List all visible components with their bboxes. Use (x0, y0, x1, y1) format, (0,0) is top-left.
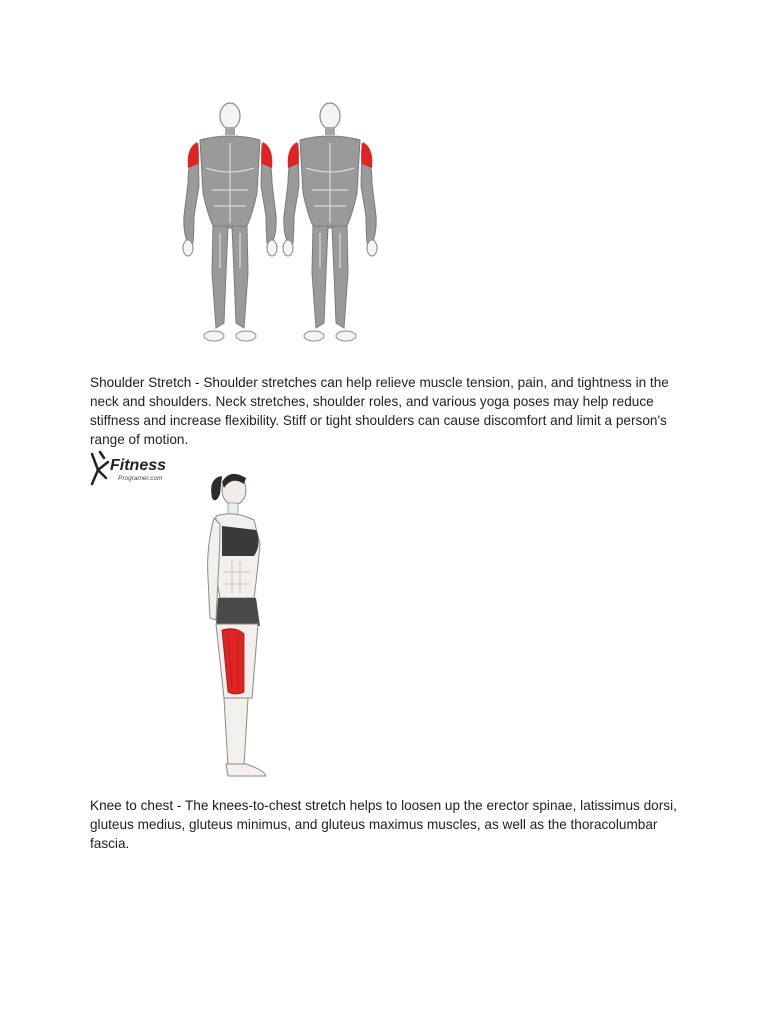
fitness-programer-logo (92, 452, 166, 484)
shoulder-stretch-body: help relieve muscle tension, pain, and tightness in the neck and shoulders. Neck stretches, shoulder roles, and various yoga poses may help reduce stiffness and increase flexibility. Stiff or tight shoulders can cause discomfort and limit a person's range of motion. (90, 375, 669, 447)
shoulder-stretch-lead: Shoulder Stretch - Shoulder stretches can (90, 375, 343, 390)
standing-woman-side-view (208, 474, 266, 776)
logo-sub: Programer.com (118, 475, 163, 482)
runner-logo-icon (92, 452, 108, 484)
muscle-diagram-svg (176, 96, 384, 350)
knee-to-chest-body: helps to loosen up the erector spinae, latissimus dorsi, gluteus medius, gluteus minimus, and gluteus maximus muscles, as well as the thoracolumbar fascia. (90, 798, 677, 851)
logo-brand: Fitness (110, 457, 167, 474)
front-body-view (183, 103, 277, 341)
back-body-view (283, 103, 377, 341)
knee-to-chest-paragraph (90, 796, 680, 853)
back-left-deltoid (288, 142, 299, 168)
front-left-deltoid (188, 142, 199, 168)
quadriceps-figure-svg (88, 448, 288, 784)
back-right-deltoid (361, 142, 372, 168)
shoulder-stretch-paragraph (90, 373, 680, 449)
muscle-diagram-shoulders (176, 96, 384, 350)
front-right-deltoid (261, 142, 272, 168)
knee-to-chest-lead: Knee to chest - The knees-to-chest stretch (90, 798, 346, 813)
quadriceps-stretch-figure (88, 448, 288, 784)
